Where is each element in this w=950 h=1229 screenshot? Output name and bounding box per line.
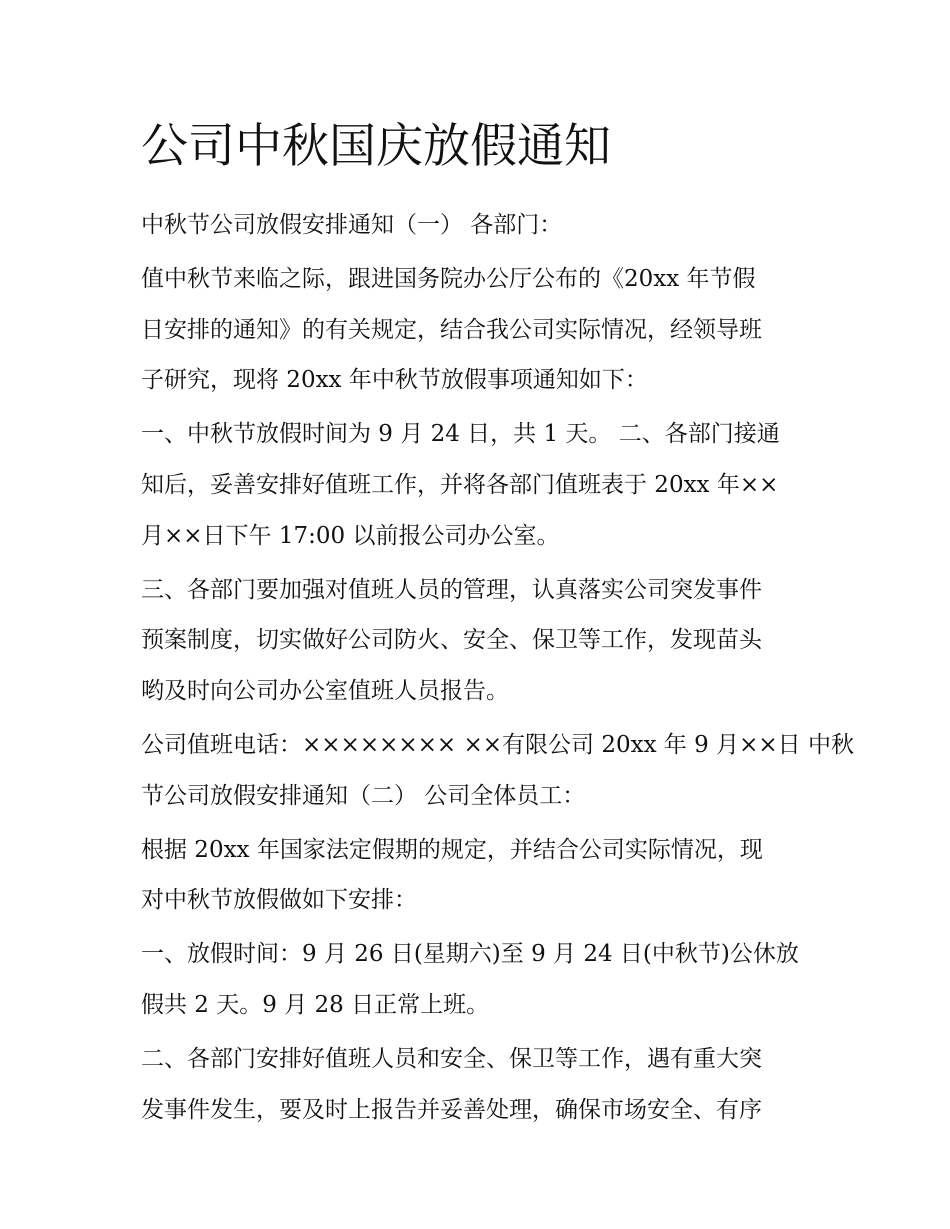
text-line: 对中秋节放假做如下安排： xyxy=(141,887,417,914)
document-title: 公司中秋国庆放假通知 xyxy=(141,119,611,174)
text-line: 一、放假时间：9 月 26 日(星期六)至 9 月 24 日(中秋节)公休放 xyxy=(141,941,799,968)
paragraph-6 xyxy=(141,825,821,927)
text-line: 预案制度，切实做好公司防火、安全、保卫等工作，发现苗头 xyxy=(141,627,762,654)
paragraph-8 xyxy=(141,1034,821,1136)
text-line: 值中秋节来临之际，跟进国务院办公厅公布的《20xx 年节假 xyxy=(141,265,756,292)
text-line: 假共 2 天。9 月 28 日正常上班。 xyxy=(141,991,490,1018)
paragraph-2 xyxy=(141,254,821,406)
paragraph-1 xyxy=(141,200,821,251)
text-line: 根据 20xx 年国家法定假期的规定，并结合公司实际情况，现 xyxy=(141,836,763,863)
text-line: 三、各部门要加强对值班人员的管理，认真落实公司突发事件 xyxy=(141,576,762,603)
text-line: 子研究，现将 20xx 年中秋节放假事项通知如下： xyxy=(141,367,648,394)
text-line: 知后，妥善安排好值班工作，并将各部门值班表于 20xx 年×× xyxy=(141,471,779,498)
text-line: 中秋节公司放假安排通知（一） 各部门： xyxy=(141,212,563,238)
paragraph-4 xyxy=(141,565,821,717)
text-line: 公司值班电话：×××××××× ××有限公司 20xx 年 9 月××日 中秋 xyxy=(141,731,854,758)
text-line: 节公司放假安排通知（二） 公司全体员工： xyxy=(141,782,586,809)
document-body xyxy=(141,200,854,1138)
text-line: 日安排的通知》的有关规定，结合我公司实际情况，经领导班 xyxy=(141,316,762,343)
text-line: 发事件发生，要及时上报告并妥善处理，确保市场安全、有序 xyxy=(141,1096,762,1123)
text-line: 一、中秋节放假时间为 9 月 24 日，共 1 天。 二、各部门接通 xyxy=(141,421,780,448)
text-line: 哟及时向公司办公室值班人员报告。 xyxy=(141,678,509,705)
paragraph-5 xyxy=(141,720,854,822)
text-line: 月××日下午 17:00 以前报公司办公室。 xyxy=(141,522,560,549)
text-line: 二、各部门安排好值班人员和安全、保卫等工作，遇有重大突 xyxy=(141,1045,762,1072)
paragraph-7 xyxy=(141,929,821,1031)
paragraph-3 xyxy=(141,409,821,561)
